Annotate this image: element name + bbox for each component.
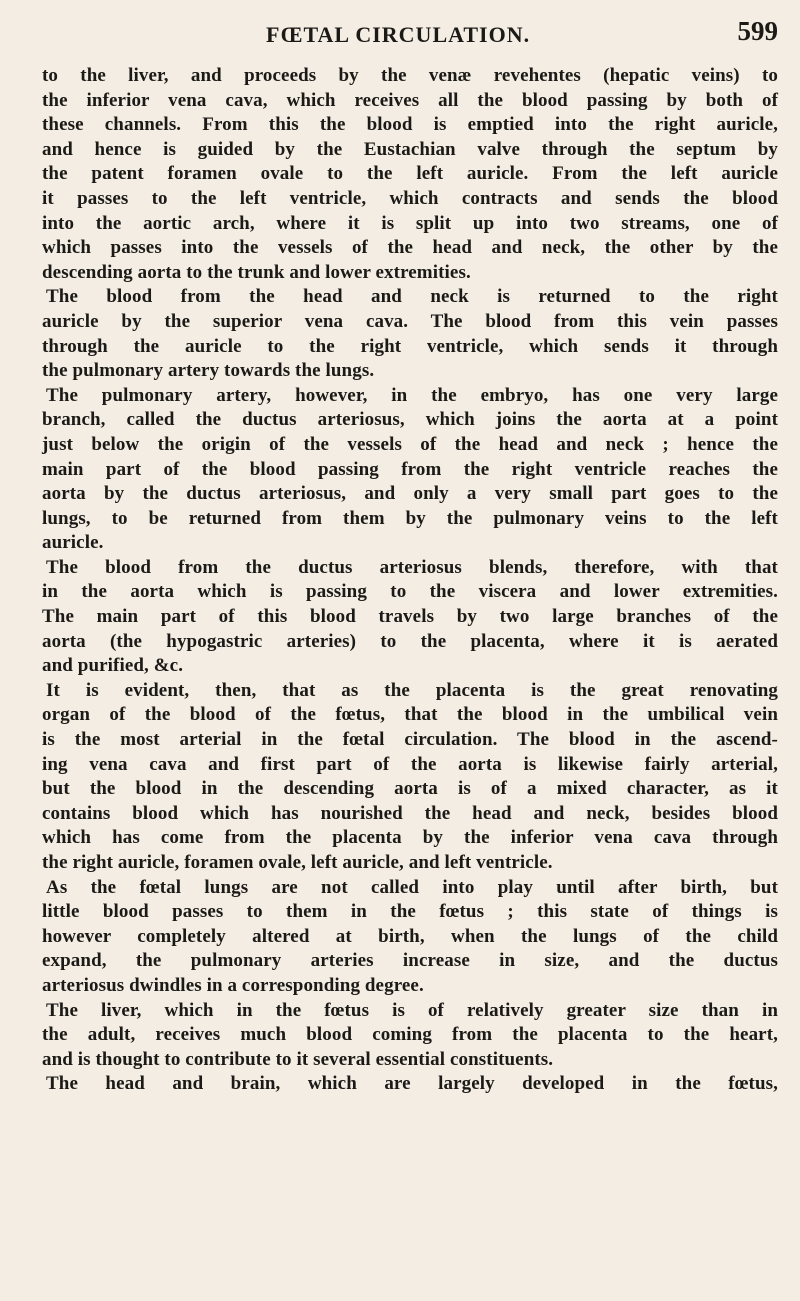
text-line: to the liver, and proceeds by the venæ revehentes (hepatic veins) to [42, 65, 778, 86]
text-line: the inferior vena cava, which receives all the blood passing by both of [42, 89, 778, 111]
text-line: into the aortic arch, where it is split up into two streams, one of [42, 212, 778, 234]
text-line: the adult, receives much blood coming from the placenta to the heart, [42, 1024, 778, 1046]
text-line: the right auricle, foramen ovale, left auricle, and left ventricle. [42, 852, 553, 873]
text-line: which has come from the placenta by the inferior vena cava through [42, 827, 778, 849]
text-line: but the blood in the descending aorta is of a mixed character, as it [42, 778, 778, 800]
paragraph-start-line: The pulmonary artery, however, in the embryo, has one very large [46, 384, 778, 406]
page-number: 599 [737, 16, 778, 46]
text-line: and hence is guided by the Eustachian valve through the septum by [42, 138, 778, 160]
text-line: in the aorta which is passing to the viscera and lower extremities. [42, 581, 778, 603]
text-line: descending aorta to the trunk and lower extremities. [42, 261, 471, 283]
text-line: main part of the blood passing from the right ventricle reaches the [42, 458, 778, 480]
text-line: and is thought to contribute to it several essential constituents. [42, 1048, 554, 1070]
paragraph-start-line: It is evident, then, that as the placenta is the great renovating [46, 679, 778, 701]
text-line: arteriosus dwindles in a corresponding degree. [42, 974, 424, 996]
paragraph-start-line: The liver, which in the fœtus is of relatively greater size than in [46, 999, 778, 1021]
text-line: the pulmonary artery towards the lungs. [42, 360, 375, 382]
text-line: contains blood which has nourished the head and neck, besides blood [42, 802, 778, 824]
text-line: aorta by the ductus arteriosus, and only a very small part goes to the [42, 483, 778, 505]
paragraph-start-line: The blood from the ductus arteriosus blends, therefore, with that [46, 556, 778, 578]
text-line: lungs, to be returned from them by the pulmonary veins to the left [42, 507, 778, 529]
text-line: little blood passes to them in the fœtus ; this state of things is [42, 901, 778, 923]
paragraph-start-line: As the fœtal lungs are not called into play until after birth, but [46, 876, 778, 898]
paragraph-start-line: The head and brain, which are largely developed in the fœtus, [46, 1073, 778, 1095]
text-line: ing vena cava and first part of the aorta is likewise fairly arterial, [42, 753, 778, 775]
text-line: The main part of this blood travels by two large branches of the [42, 606, 778, 628]
text-line: however completely altered at birth, when the lungs of the child [42, 925, 778, 947]
text-line: organ of the blood of the fœtus, that the blood in the umbilical vein [42, 704, 778, 726]
text-line: through the auricle to the right ventricle, which sends it through [42, 335, 778, 357]
text-line: aorta (the hypogastric arteries) to the placenta, where it is aerated [42, 630, 778, 652]
text-line: and purified, &c. [42, 655, 184, 677]
text-line: just below the origin of the vessels of the head and neck ; hence the [42, 433, 778, 455]
page-header [0, 10, 800, 50]
text-line: expand, the pulmonary arteries increase in size, and the ductus [42, 950, 778, 972]
text-line: branch, called the ductus arteriosus, which joins the aorta at a point [42, 409, 778, 431]
paragraph-start-line: The blood from the head and neck is returned to the right [46, 286, 778, 308]
text-line: auricle. [42, 532, 104, 554]
text-line: which passes into the vessels of the head and neck, the other by the [42, 237, 778, 259]
text-line: the patent foramen ovale to the left auricle. From the left auricle [42, 163, 778, 185]
text-line: these channels. From this the blood is emptied into the right auricle, [42, 114, 778, 136]
text-line: is the most arterial in the fœtal circulation. The blood in the ascend- [42, 729, 778, 751]
text-line: auricle by the superior vena cava. The blood from this vein passes [42, 310, 778, 332]
running-title: FŒTAL CIRCULATION. [266, 22, 531, 47]
text-line: it passes to the left ventricle, which contracts and sends the blood [42, 187, 778, 209]
body-text [42, 64, 778, 1097]
